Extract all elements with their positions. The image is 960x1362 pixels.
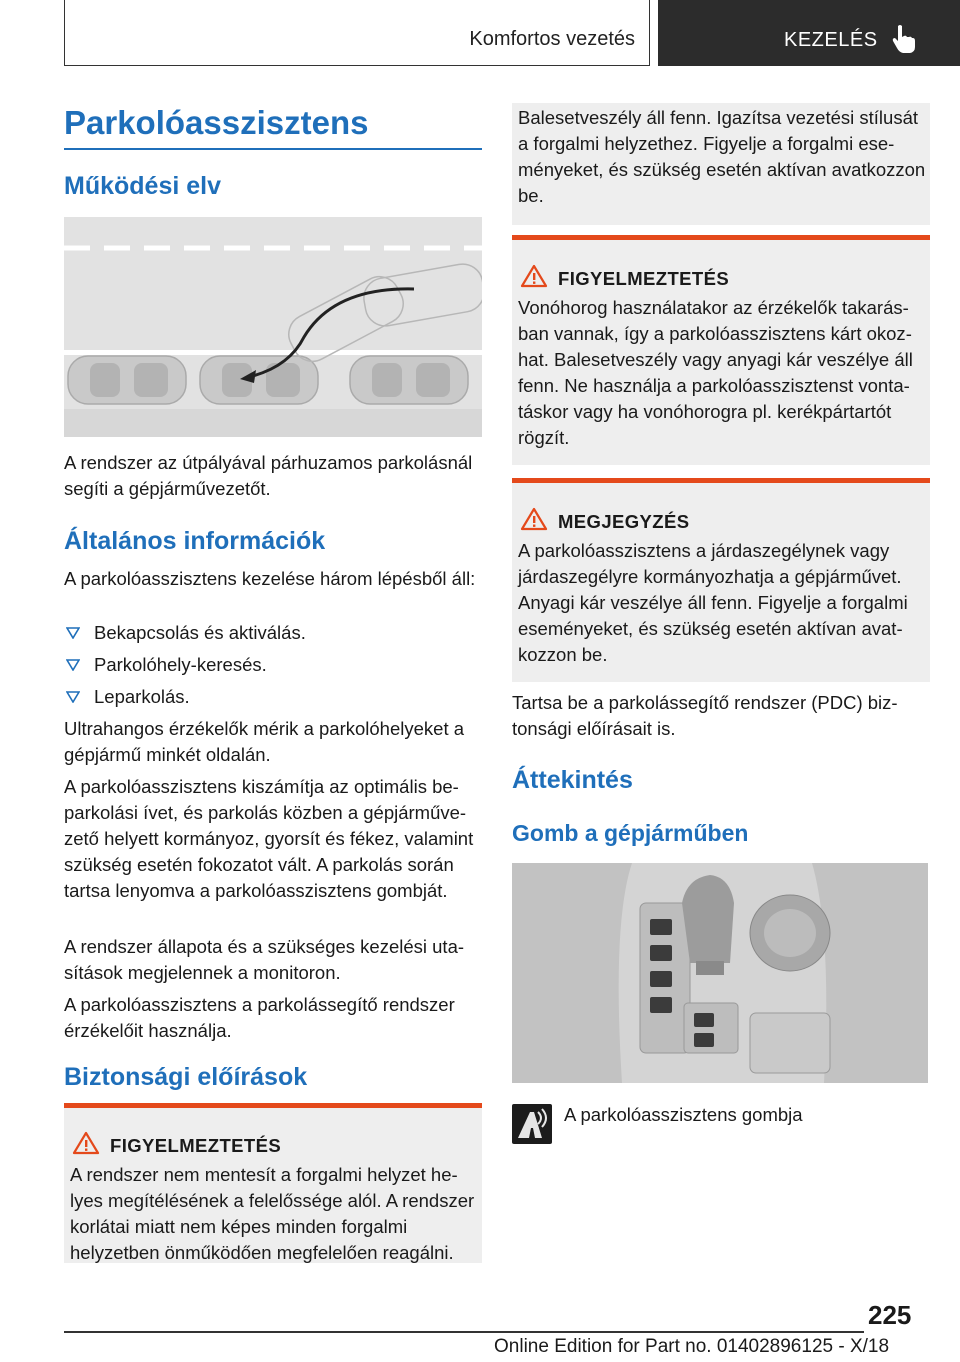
note-box	[512, 478, 930, 682]
header-chapter	[658, 0, 960, 66]
pdc-note: Tartsa be a parkolássegítő rendszer (PDC) biztonsági előírásait is.	[512, 692, 898, 739]
warning-box-tow	[512, 235, 930, 465]
heading-general-info: Általános információk	[64, 527, 326, 555]
header-section-title: Komfortos vezetés	[469, 28, 635, 50]
warning-triangle-icon	[72, 1131, 100, 1155]
title-rule	[64, 148, 482, 150]
warning-triangle-icon	[520, 264, 548, 288]
parking-illustration	[64, 217, 482, 437]
note-title: MEGJEGYZÉS	[558, 511, 690, 532]
header-chapter-title: KEZELÉS	[784, 29, 878, 51]
warning-body: Vonóhorog használatakor az érzékelők takarásban vannak, így a parkolóasszisztens kárt okozhat. Balesetveszély vagy anyagi kár veszélye áll fenn. Ne használja a parkolóasszisztenst vontatáskor vagy ha vonóhorogra pl. kerékpártartót rögzít.	[518, 297, 913, 448]
heading-principle: Működési elv	[64, 172, 221, 200]
warning-title: FIGYELMEZTETÉS	[110, 1135, 282, 1156]
note-body: A parkolóasszisztens a járdaszegélynek vagy járdaszegélyre kormányozhatja a gépjárművet. Anyagi kár veszélye áll fenn. Figyelje a forgalmi eseményeket, és szükség esetén aktívan avatkozzon be.	[518, 540, 908, 665]
triangle-bullet-icon	[66, 691, 80, 703]
warning-box-continued	[512, 103, 930, 225]
list-item: Leparkolás.	[64, 684, 482, 716]
warning-box	[64, 1103, 482, 1263]
paragraph-sensors: Ultrahangos érzékelők mérik a parkolóhelyeket a gépjármű minkét oldalán.	[64, 718, 465, 765]
warning-body: A rendszer nem mentesít a forgalmi helyzet helyes megítélésének a felelőssége alól. A rendszer korlátai miatt nem képes minden forgalmi helyzetben önműködően megfelelően reagálni.	[70, 1164, 475, 1263]
header-section	[64, 0, 650, 66]
list-item: Parkolóhely-keresés.	[64, 652, 482, 684]
triangle-bullet-icon	[66, 659, 80, 671]
page-title: Parkolóasszisztens	[64, 104, 369, 141]
steps-list	[64, 620, 482, 716]
button-caption: A parkolóasszisztens gombja	[564, 1104, 803, 1125]
park-assist-button-icon	[512, 1104, 552, 1144]
paragraph-pdc-sensors: A parkolóasszisztens a parkolássegítő rendszer érzékelőit használja.	[64, 994, 455, 1041]
triangle-bullet-icon	[66, 627, 80, 639]
heading-safety: Biztonsági előírások	[64, 1063, 308, 1091]
console-photo	[512, 863, 928, 1083]
general-intro: A parkolóasszisztens kezelése három lépésből áll:	[64, 568, 476, 589]
warning-body: Balesetveszély áll fenn. Igazítsa vezetési stílusát a forgalmi helyzethez. Figyelje a forgalmi eseményeket, és szükség esetén aktívan avatkozzon be.	[518, 107, 926, 206]
footer-rule	[64, 1331, 864, 1333]
paragraph-monitor: A rendszer állapota és a szükséges kezelési utasítások megjelennek a monitoron.	[64, 936, 465, 983]
hand-pointer-icon	[891, 24, 917, 54]
warning-triangle-icon	[520, 507, 548, 531]
illustration-caption: A rendszer az útpályával párhuzamos parkolásnál segíti a gépjárművezetőt.	[64, 452, 473, 499]
page-number: 225	[868, 1300, 912, 1330]
heading-button: Gomb a gépjárműben	[512, 820, 749, 846]
footer-edition: Online Edition for Part no. 01402896125 - X/18	[494, 1336, 890, 1357]
heading-overview: Áttekintés	[512, 766, 633, 794]
list-item: Bekapcsolás és aktiválás.	[64, 620, 482, 652]
warning-title: FIGYELMEZTETÉS	[558, 268, 730, 289]
paragraph-calculation: A parkolóasszisztens kiszámítja az optimális beparkolási ívet, és parkolás közben a gépjárművezető helyett kormányoz, gyorsít és fékez, valamint szükség esetén fokozatot vált. A parkolás során tartsa lenyomva a parkolóasszisztens gombját.	[64, 776, 474, 901]
